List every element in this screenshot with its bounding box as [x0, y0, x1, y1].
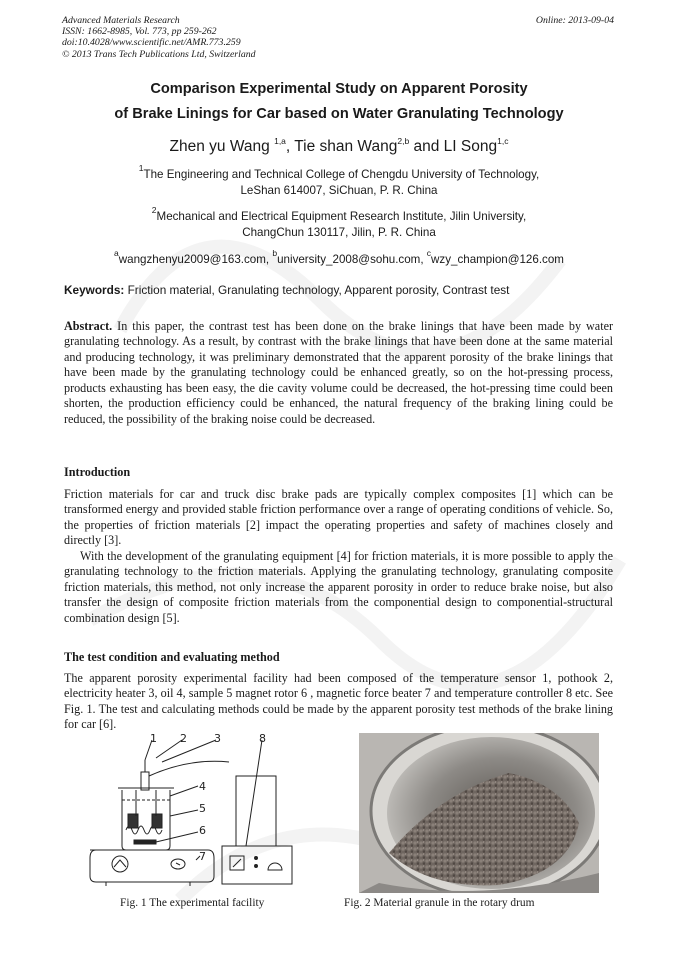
author-3: and LI Song [409, 138, 498, 155]
affiliation-1-line1 [40, 163, 638, 181]
keywords [64, 283, 624, 297]
fig1-label-5: 5 [199, 802, 206, 815]
author-1-sup: 1,a [274, 136, 286, 146]
affiliation-1-sup: 1 [138, 163, 144, 173]
base-feet [106, 882, 190, 886]
author-1: Zhen yu Wang [169, 138, 270, 155]
author-2: , Tie shan Wang [285, 138, 398, 155]
fig1-label-7: 7 [199, 850, 206, 863]
author-3-sup: 1,c [497, 136, 509, 146]
email-b: university_2008@sohu.com, [277, 253, 427, 266]
journal-header [62, 15, 616, 60]
author-list [40, 136, 638, 156]
affiliation-2-text: Mechanical and Electrical Equipment Research Institute, Jilin University, [156, 210, 527, 223]
email-a-sup: a [114, 248, 119, 258]
paper-title-line2: of Brake Linings for Car based on Water Granulating Technology [114, 106, 564, 122]
online-date: Online: 2013-09-04 [535, 15, 614, 26]
paper-title-line1: Comparison Experimental Study on Apparent Porosity [150, 81, 528, 97]
abstract [64, 319, 613, 427]
fig2-caption: Fig. 2 Material granule in the rotary drum [344, 897, 535, 909]
pothook [136, 790, 156, 816]
fig1-caption: Fig. 1 The experimental facility [120, 897, 265, 909]
fig1-label-6: 6 [199, 824, 206, 837]
fig1-label-3: 3 [214, 732, 221, 745]
abstract-text: In this paper, the contrast test has been done on the brake linings that have been made by water granulating technology. As a result, by contrast with the brake linings that have been done at the same material and producing technology, it was preliminary demonstrated that the apparent porosity of the brake linings that have been made by the granulating technology could be enhanced greatly, so on the hot-pressing process, products exhausting has been easy, the die cavity volume could be decreased, the hot-pressing time could been shorten, the production efficiency could be enhanced, the natural frequency of the braking lining could be reduced, the possibility of the braking noise could be decreased. [64, 319, 613, 426]
sample-block-left [128, 814, 138, 828]
email-c-sup: c [426, 248, 432, 258]
sample-block-right [152, 814, 162, 828]
fig1-label-1: 1 [150, 732, 157, 745]
affiliation-2-sup: 2 [151, 205, 157, 215]
fig1-label-2: 2 [180, 732, 187, 745]
temperature-sensor [141, 772, 149, 790]
test-section-paragraph: The apparent porosity experimental facility had been composed of the temperature sensor 1, pothook 2, electricity heater 3, oil 4, sample 5 magnet rotor 6 , magnetic force beater 7 and temperature controller 8 etc. See Fig. 1. The test and calculating methods could be made by the apparent porosity test methods of the brake lining for car [6]. [64, 671, 613, 732]
abstract-label: Abstract. [64, 319, 113, 333]
copyright-line: © 2013 Trans Tech Publications Ltd, Switzerland [62, 48, 256, 60]
email-a: wangzhenyu2009@163.com, [118, 253, 273, 266]
email-c: wzy_champion@126.com [431, 253, 564, 266]
affiliation-1-line2: LeShan 614007, SiChuan, P. R. China [240, 184, 438, 197]
introduction-paragraph-2: With the development of the granulating equipment [4] for friction materials, it is more possible to apply the granulating technology to the friction materials. Applying the granulating technology, granulating composite friction materials, this method, not only increase the apparent porosity in order to reduce brake noise, but also transfer the design of composite friction materials from the componential design to componential-structural combination design [5]. [64, 549, 613, 625]
stirrer-base [90, 850, 214, 882]
sensor-wire [149, 761, 229, 776]
author-2-sup: 2,b [397, 136, 410, 146]
affiliation-2-line2: ChangChun 130117, Jilin, P. R. China [242, 226, 436, 239]
gauge-dial [112, 856, 128, 872]
keywords-text: Friction material, Granulating technology, Apparent porosity, Contrast test [124, 283, 510, 297]
fig2-material-granule-photo [359, 733, 599, 893]
test-section-heading: The test condition and evaluating method [64, 650, 280, 664]
introduction-heading: Introduction [64, 465, 131, 479]
affiliation-1-text: The Engineering and Technical College of Chengdu University of Technology, [143, 168, 540, 181]
email-b-sup: b [272, 248, 278, 258]
keywords-label: Keywords: [64, 283, 125, 297]
fig1-label-8: 8 [259, 732, 266, 745]
affiliation-2-line1 [40, 205, 638, 223]
stand-pole [236, 776, 276, 846]
journal-name: Advanced Materials Research [62, 15, 180, 26]
issn-line: ISSN: 1662-8985, Vol. 773, pp 259-262 [62, 26, 217, 38]
email-line [40, 248, 638, 266]
magnet-rotor [134, 840, 156, 844]
fig1-label-4: 4 [199, 780, 206, 793]
doi-line: doi:10.4028/www.scientific.net/AMR.773.259 [62, 37, 241, 49]
introduction-paragraph-1: Friction materials for car and truck disc brake pads are typically complex composites [1] which can be transformed energy and provided stable friction performance over a range of operating conditions of vehicle. So, the properties of friction materials [2] impact the operating properties and safety of machines closely and directly [3]. [64, 487, 613, 548]
fig1-experimental-facility-diagram [86, 732, 308, 886]
